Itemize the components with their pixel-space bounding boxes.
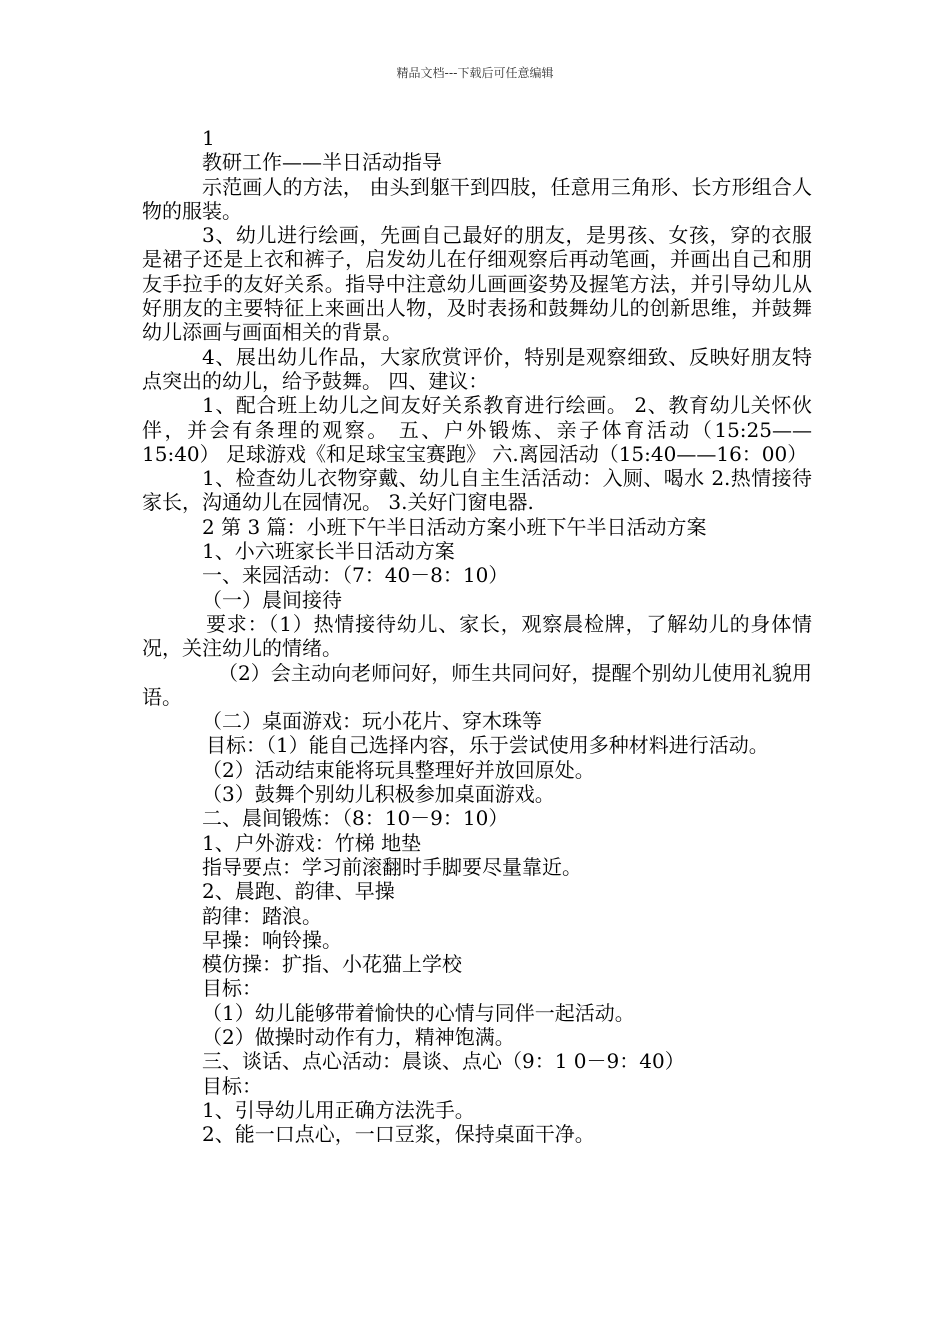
paragraph: 要求：（1）热情接待幼儿、家长，观察晨检牌，了解幼儿的身体情况，关注幼儿的情绪。 [142, 611, 812, 661]
paragraph: 示范画人的方法， 由头到躯干到四肢，任意用三角形、长方形组合人物的服装。 [142, 174, 812, 223]
list-item: 指导要点：学习前滚翻时手脚要尽量靠近。 [202, 854, 582, 879]
list-item: 早操：响铃操。 [202, 927, 342, 952]
list-item: 目标： [202, 976, 262, 1001]
paragraph: 3、幼儿进行绘画，先画自己最好的朋友，是男孩、女孩，穿的衣服是裙子还是上衣和裤子，启发幼儿在仔细观察后再动笔画，并画出自己和朋友手拉手的友好关系。指导中注意幼儿画画姿势及握笔方法，并引导幼儿从好朋友的主要特征上来画出人物，及时表扬和鼓舞幼儿的创新思维，并鼓舞幼儿添画与画面相关的背景。 [142, 223, 812, 345]
page-header: 精品文档---下载后可任意编辑 [396, 66, 554, 80]
list-item: 2、晨跑、韵律、早操 [202, 879, 395, 904]
list-item: 2、能一口点心，一口豆浆，保持桌面干净。 [202, 1122, 595, 1147]
subheading: （一）晨间接待 [202, 587, 342, 612]
paragraph: 4、展出幼儿作品，大家欣赏评价，特别是观察细致、反映好朋友特点突出的幼儿，给予鼓舞。 四、建议： [142, 344, 812, 393]
heading: 一、来园活动：（7：40－8：10） [202, 563, 509, 588]
list-item: 目标： [202, 1073, 262, 1098]
list-item: 1、引导幼儿用正确方法洗手。 [202, 1097, 475, 1122]
section-title: 教研工作——半日活动指导 [202, 150, 442, 175]
list-item: 韵律：踏浪。 [202, 903, 322, 928]
page-number: 1 [202, 126, 215, 150]
heading: 1、小六班家长半日活动方案 [202, 539, 455, 564]
list-item: 模仿操：扩指、小花猫上学校 [202, 952, 462, 977]
document-body [142, 126, 812, 1146]
heading: 三、谈话、点心活动：晨谈、点心（9：1 0－9：40） [202, 1049, 685, 1074]
subheading: （二）桌面游戏：玩小花片、穿木珠等 [202, 709, 542, 734]
list-item: （1）幼儿能够带着愉快的心情与同伴一起活动。 [202, 1000, 635, 1025]
heading: 二、晨间锻炼：（8：10－9：10） [202, 806, 509, 831]
list-item: 1、户外游戏：竹梯 地垫 [202, 830, 422, 855]
list-item: （3）鼓舞个别幼儿积极参加桌面游戏。 [202, 782, 555, 807]
paragraph: 1、配合班上幼儿之间友好关系教育进行绘画。 2、教育幼儿关怀伙伴，并会有条理的观察。 五、户外锻炼、亲子体育活动（15:25——15:40） 足球游戏《和足球宝宝赛跑》 六.离园活动（15:40——16：00） [142, 393, 812, 466]
list-item: （2）做操时动作有力，精神饱满。 [202, 1024, 515, 1049]
paragraph: 目标：（1）能自己选择内容，乐于尝试使用多种材料进行活动。 [206, 733, 769, 758]
list-item: （2）活动结束能将玩具整理好并放回原处。 [202, 757, 595, 782]
chapter-heading: 2 第 3 篇：小班下午半日活动方案小班下午半日活动方案 [202, 514, 707, 539]
paragraph: 1、检查幼儿衣物穿戴、幼儿自主生活活动：入厕、喝水 2.热情接待家长，沟通幼儿在园情况。 3.关好门窗电器. [142, 466, 812, 515]
paragraph: （2）会主动向老师问好，师生共同问好，提醒个别幼儿使用礼貌用语。 [142, 660, 812, 709]
